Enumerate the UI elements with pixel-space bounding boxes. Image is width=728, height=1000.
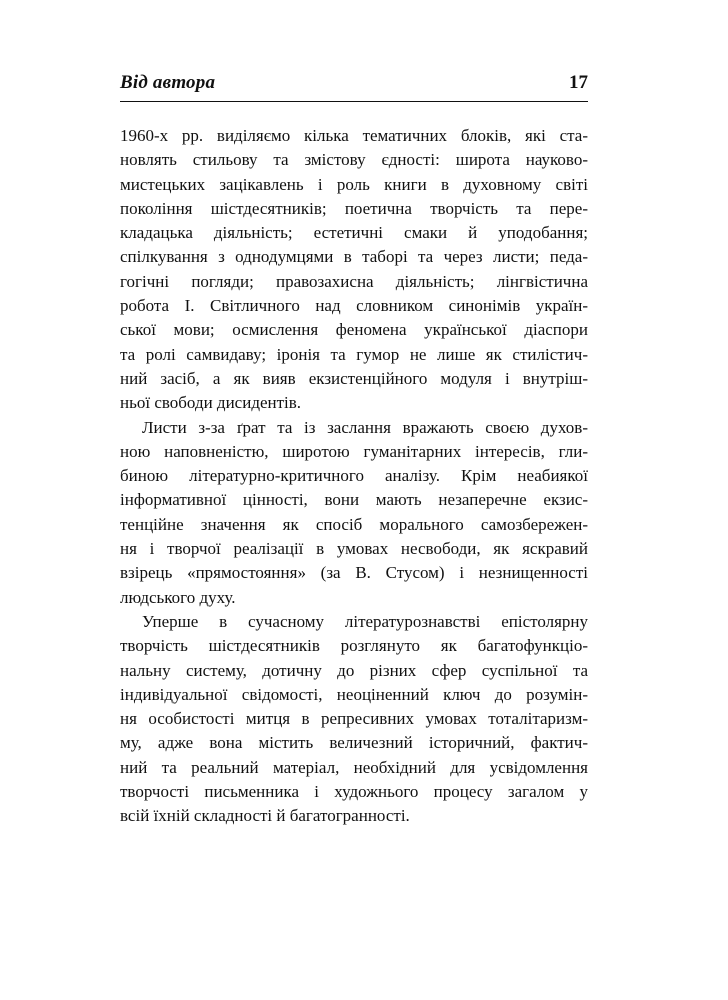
text-line: тенційне значення як спосіб морального самозбережен- xyxy=(120,514,588,534)
text-line: індивідуальної свідомості, неоціненний ключ до розумін- xyxy=(120,684,588,704)
text-line: творчість шістдесятників розглянуто як багатофункціо- xyxy=(120,636,588,656)
text-line: гогічні погляди; правозахисна діяльність; лінгвістична xyxy=(120,271,588,291)
text-line: ньої свободи дисидентів. xyxy=(120,393,302,413)
text-line: взірець «прямостояння» (за В. Стусом) і незнищенності xyxy=(120,563,588,583)
text-line: 1960-х рр. виділяємо кілька тематичних блоків, які ста- xyxy=(120,126,588,145)
text-line: новлять стильову та змістову єдності: широта науково- xyxy=(120,150,588,170)
text-line: му, адже вона містить величезний історичний, фактич- xyxy=(120,733,588,753)
text-line: ний та реальний матеріал, необхідний для усвідомлення xyxy=(120,757,588,777)
text-line: кладацька діяльність; естетичні смаки й уподобання; xyxy=(120,223,588,243)
text-line: нальну систему, дотичну до різних сфер суспільної та xyxy=(120,660,588,680)
book-page xyxy=(120,72,588,829)
text-line: всій їхній складності й багатогранності. xyxy=(120,806,410,826)
text-line: спілкування з однодумцями в таборі та через листи; педа- xyxy=(120,247,588,267)
text-line: ської мови; осмислення феномена української діаспори xyxy=(120,320,588,340)
text-line: робота І. Світличного над словником синонімів україн- xyxy=(120,296,588,316)
paragraph-1 xyxy=(120,124,588,416)
text-line: ня особистості митця в репресивних умовах тоталітаризм- xyxy=(120,709,588,729)
text-line: биною літературно-критичного аналізу. Крім неабиякої xyxy=(120,466,588,486)
body-text xyxy=(120,124,588,829)
text-line: покоління шістдесятників; поетична творчість та пере- xyxy=(120,198,588,218)
section-title: Від автора xyxy=(120,72,216,93)
text-line: мистецьких зацікавлень і роль книги в духовному світі xyxy=(120,174,588,194)
text-line: людського духу. xyxy=(120,587,236,607)
paragraph-2 xyxy=(120,416,588,610)
text-line: ня і творчої реалізації в умовах несвободи, як яскравий xyxy=(120,539,588,559)
text-line: творчості письменника і художнього процесу загалом у xyxy=(120,782,588,802)
paragraph-3 xyxy=(120,610,588,829)
text-line: Уперше в сучасному літературознавстві епістолярну xyxy=(142,611,588,631)
page-number: 17 xyxy=(569,72,588,93)
text-line: ний засіб, а як вияв екзистенційного модуля і внутріш- xyxy=(120,368,588,388)
running-header xyxy=(120,72,588,102)
text-line: інформативної цінності, вони мають незаперечне екзис- xyxy=(120,490,588,510)
text-line: та ролі самвидаву; іронія та гумор не лише як стилістич- xyxy=(120,344,588,364)
text-line: ною наповненістю, широтою гуманітарних інтересів, гли- xyxy=(120,441,588,461)
text-line: Листи з-за ґрат та із заслання вражають своєю духов- xyxy=(142,417,588,437)
